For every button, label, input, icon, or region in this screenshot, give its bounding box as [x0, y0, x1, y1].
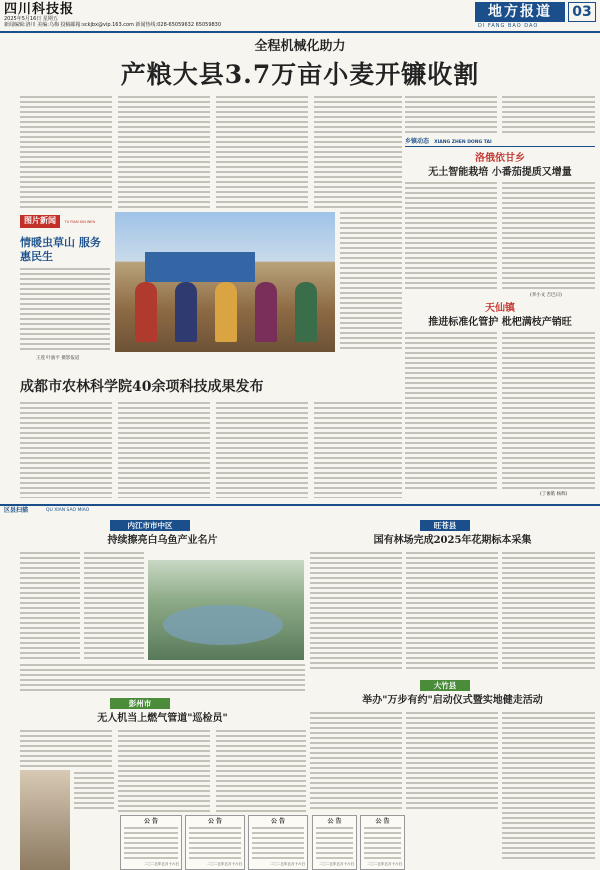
- district3-body-a: [310, 552, 402, 670]
- story2-body-a: [405, 332, 497, 490]
- district4-body-c: [502, 712, 595, 862]
- publication-contacts: 新闻编辑:洛川 美编:乌梅 投稿邮箱:sckjbx@vip.163.com 新闻热线:028-65059632 65059830: [4, 22, 222, 28]
- district1-body-c: [20, 664, 305, 694]
- district1-body-a: [20, 552, 80, 662]
- right-column-title-pinyin: XIANG ZHEN DONG TAI: [434, 140, 492, 145]
- publication-date: 2025年5月16日 星期五: [4, 16, 58, 22]
- district3-body-b: [406, 552, 498, 670]
- lead-kicker: 全程机械化助力: [254, 39, 346, 54]
- district-tag: 彭州市: [110, 698, 170, 709]
- notice-body: [189, 827, 241, 866]
- notice-box: [185, 815, 245, 870]
- story2-body-b: [502, 332, 595, 490]
- lead-body-col3: [216, 96, 308, 208]
- district-story-headline: 国有林场完成2025年花期标本采集: [373, 535, 532, 546]
- picture-news-pinyin: TU PIAN XIN WEN: [64, 220, 96, 224]
- story2-place: 天仙镇: [485, 303, 515, 314]
- notice-footer: 二〇二五年五月十六日: [188, 862, 242, 867]
- lead-body-col5: [405, 96, 497, 134]
- district-story-headline: 持续擦亮白乌鱼产业名片: [107, 535, 218, 546]
- mid-story-headline: 成都市农林科学院40余项科技成果发布: [20, 379, 264, 395]
- story1-body-a: [405, 182, 497, 292]
- notice-title: 公 告: [207, 818, 223, 825]
- picture-news-caption: [20, 268, 110, 353]
- mid-story-body-3: [216, 402, 308, 498]
- notice-box: [120, 815, 182, 870]
- lead-body-col1: [20, 96, 112, 208]
- story2-author: (丁俊皓 杨辉): [540, 492, 568, 497]
- lead-body-col6: [502, 96, 595, 134]
- notice-title: 公 告: [143, 818, 159, 825]
- section-pinyin: DI FANG BAO DAO: [478, 23, 539, 29]
- district2-body-a: [20, 730, 112, 770]
- paper-name: 四川科技报: [4, 2, 75, 17]
- story1-body-b: [502, 182, 595, 292]
- right-column-title: [405, 138, 492, 146]
- section-bar-pinyin: QU XIAN SAO MIAO: [46, 507, 90, 513]
- district4-body-b: [406, 712, 498, 812]
- notice-body: [252, 827, 304, 866]
- district2-body-c: [216, 730, 306, 812]
- lead-body-col4: [314, 96, 402, 208]
- district4-body-a: [310, 712, 402, 812]
- notice-title: 公 告: [327, 818, 342, 825]
- district-tag: 旺苍县: [420, 520, 470, 531]
- photo-side-text: [340, 212, 402, 352]
- section-bar-title: 区县扫描: [4, 507, 29, 514]
- notice-box: [248, 815, 308, 870]
- notice-footer: 二〇二五年五月十六日: [251, 862, 305, 867]
- right-column-title-text: 乡镇动态: [405, 138, 430, 145]
- district3-body-c: [502, 552, 595, 670]
- notice-footer: 二〇二五年五月十六日: [315, 862, 354, 867]
- district-tag: 大竹县: [420, 680, 470, 691]
- district-story-headline: 举办"万步有约"启动仪式暨实地健走活动: [362, 695, 543, 706]
- notice-body: [316, 827, 353, 866]
- picture-news-label: 图片新闻: [20, 215, 60, 228]
- lead-body-col2: [118, 96, 210, 208]
- notice-box: [312, 815, 357, 870]
- page-number: 03: [568, 2, 596, 22]
- photo-figure: [175, 282, 197, 342]
- notice-title: 公 告: [375, 818, 390, 825]
- section-bar: [0, 504, 600, 515]
- section-banner: 地方报道: [475, 2, 565, 22]
- notice-footer: 二〇二五年五月十六日: [363, 862, 402, 867]
- photo-pond-shape: [163, 605, 283, 645]
- notice-footer: 二〇二五年五月十六日: [123, 862, 179, 867]
- photo-figure: [135, 282, 157, 342]
- fish-farm-photo: [148, 560, 304, 660]
- notice-title: 公 告: [270, 818, 286, 825]
- picture-news-headline: 情暖虫草山 服务惠民生: [20, 235, 101, 264]
- masthead-rule: [0, 31, 600, 33]
- photo-figure: [215, 282, 237, 342]
- district2-body-b: [118, 730, 210, 812]
- lead-headline: 产粮大县3.7万亩小麦开镰收割: [120, 60, 480, 89]
- notice-body: [364, 827, 401, 866]
- story2-headline: 推进标准化管护 枇杷满枝产销旺: [428, 317, 572, 328]
- notice-box: [360, 815, 405, 870]
- right-column-rule: [405, 146, 595, 147]
- masthead: [0, 0, 600, 32]
- picture-news-credit: 王莲 叶骏平 摄影报道: [36, 356, 80, 361]
- notice-body: [124, 827, 178, 866]
- mid-story-body-4: [314, 402, 402, 498]
- story1-headline: 无土智能栽培 小番茄提质又增量: [428, 167, 572, 178]
- mid-story-body-1: [20, 402, 112, 498]
- story1-place: 洛俄依甘乡: [475, 153, 525, 164]
- story1-author: (李小文 吉巴日): [530, 293, 562, 298]
- district2-photo: [20, 770, 70, 870]
- picture-news-photo: [115, 212, 335, 352]
- district-tag: 内江市市中区: [110, 520, 190, 531]
- mid-story-body-2: [118, 402, 210, 498]
- district2-body-d: [74, 772, 114, 812]
- photo-banner-shape: [145, 252, 255, 282]
- district1-body-b: [84, 552, 144, 662]
- photo-figure: [295, 282, 317, 342]
- district-story-headline: 无人机当上燃气管道"巡检员": [97, 713, 228, 724]
- photo-figure: [255, 282, 277, 342]
